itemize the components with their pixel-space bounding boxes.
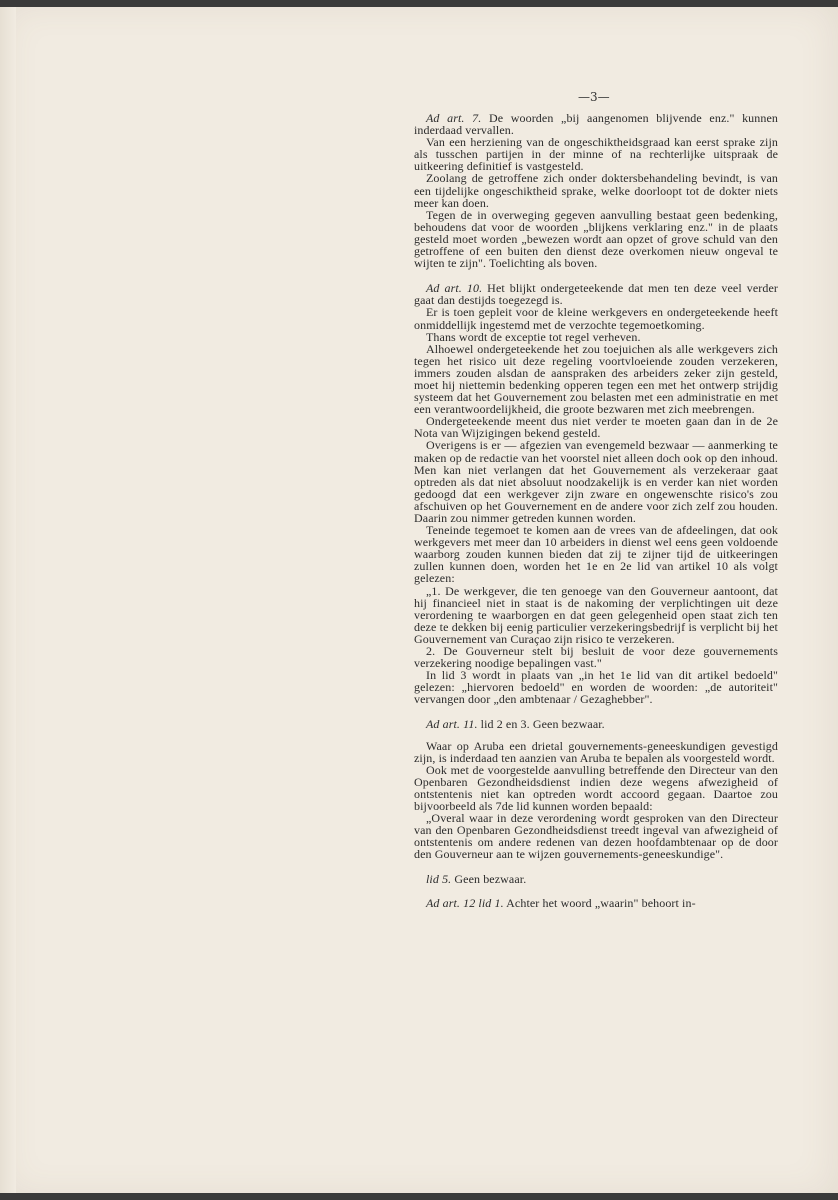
paragraph: Waar op Aruba een drietal gouvernements-geneeskundigen gevestigd zijn, is inderdaad ten aanzien van Aruba te bepalen als voorgesteld wordt. (414, 738, 778, 765)
paragraph: Teneinde tegemoet te komen aan de vrees van de afdeelingen, dat ook werkgevers met meer dan 10 arbeiders in dienst wel eens geen voldoende waarborg zouden kunnen bieden dat zij te zijner tijd de uitkeeringen zullen kunnen doen, worden het 1e en 2e lid van artikel 10 als volgt gelezen: (414, 523, 778, 586)
paragraph: Tegen de in overweging gegeven aanvulling bestaat geen bedenking, behoudens dat voor de woorden „blijkens verklaring enz." in de plaats gesteld moet worden „bewezen wordt aan opzet of grove schuld van den getroffene of een buiten den dienst deze overkomen nieuw ongeval te wijten te zijn". Toelichting als boven. (414, 207, 778, 271)
paragraph: Ad art. 11. lid 2 en 3. Geen bezwaar. (426, 716, 605, 731)
paragraph: Ad art. 7. De woorden „bij aangenomen blijvende enz." kunnen inderdaad vervallen. (414, 111, 778, 138)
paragraph: Ad art. 10. Het blijkt ondergeteekende dat men ten deze veel verder gaat dan destijds toegezegd is. (414, 281, 778, 308)
article-label: Ad art. 11. (426, 716, 478, 731)
article-label: Ad art. 10. (426, 281, 483, 296)
article-label: Ad art. 12 lid 1. (426, 895, 504, 910)
quoted-paragraph: „1. De werkgever, die ten genoege van den Gouverneur aantoont, dat hij financieel niet in staat is de nakoming der verplichtingen uit deze verordening te waarborgen en dat geen gelegenheid open staat zich ten deze te dekken bij eenig particulier verzekeringsbedrijf is verplicht bij het Gouvernement van Curaçao zijn risico te verzekeren. (414, 583, 778, 646)
article-label: Ad art. 7. (426, 111, 482, 125)
quoted-paragraph: „Overal waar in deze verordening wordt gesproken van den Directeur van den Openbaren Gezondheidsdienst treedt ingeval van afwezigheid of ontstentenis om andere redenen van dezen hoofdambtenaar op de door den Gouverneur aan te wijzen gouvernements-geneeskundige". (414, 811, 778, 862)
paragraph: Thans wordt de exceptie tot regel verheven. (426, 329, 641, 344)
paragraph: In lid 3 wordt in plaats van „in het 1e lid van dit artikel bedoeld" gelezen: „hiervoren bedoeld" en worden de woorden: „de autoriteit" vervangen door „den ambtenaar / Gezaghebber". (414, 668, 778, 707)
page-number: —3— (578, 90, 610, 104)
paragraph: Er is toen gepleit voor de kleine werkgevers en ondergeteekende heeft onmiddellijk ingestemd met de verzochte tegemoetkoming. (414, 305, 778, 332)
paragraph: Alhoewel ondergeteekende het zou toejuichen als alle werkgevers zich tegen het risico uit deze regeling voortvloeiende zouden verzekeren, immers zouden alsdan de aanspraken des arbeiders zeker zijn gesteld, moet hij niettemin bedenking opperen tegen een met het ontwerp strijdig systeem dat het Gouvernement zou belasten met een administratie en met een verantwoordelijkheid, die groote bezwaren met zich meebrengen. (414, 341, 778, 417)
paragraph: Van een herziening van de ongeschiktheidsgraad kan eerst sprake zijn als tusschen partijen in der minne of na rechterlijke uitspraak de uitkeering definitief is vastgesteld. (414, 135, 778, 174)
scan-left-margin (0, 7, 16, 1193)
quoted-paragraph: 2. De Gouverneur stelt bij besluit de voor deze gouvernements verzekering noodige bepalingen vast." (414, 644, 778, 671)
article-label: lid 5. (426, 871, 452, 886)
document-body (414, 112, 778, 909)
paragraph: Ondergeteekende meent dus niet verder te moeten gaan dan in de 2e Nota van Wijzigingen bekend gesteld. (414, 414, 778, 441)
scan-top-border (0, 0, 838, 7)
paragraph: Zoolang de getroffene zich onder doktersbehandeling bevindt, is van een tijdelijke ongeschiktheid sprake, welke doorloopt tot de dokter niets meer kan doen. (414, 171, 778, 210)
scan-bottom-border (0, 1193, 838, 1200)
paragraph: lid 5. Geen bezwaar. (426, 871, 527, 886)
paragraph: Ad art. 12 lid 1. Achter het woord „waarin" behoort in- (426, 895, 696, 910)
paragraph: Overigens is er — afgezien van evengemeld bezwaar — aanmerking te maken op de redactie van het voorstel niet alleen doch ook op den inhoud. Men kan niet verlangen dat het Gouvernement als verzekeraar gaat optreden als dat niet absoluut noodzakelijk is en verder kan niet worden gedoogd dat een werkgever zijn zware en ongewenschte risico's zou afschuiven op het Gouvernement en de andere voor zich zelf zou houden. Daarin zou nimmer getreden kunnen worden. (414, 438, 778, 525)
paragraph: Ook met de voorgestelde aanvulling betreffende den Directeur van den Openbaren Gezondheidsdienst indien deze wegens afwezigheid of ontstentenis niet kan optreden wordt accoord gegaan. Daartoe zou bijvoorbeeld als 7de lid kunnen worden bepaald: (414, 762, 778, 814)
